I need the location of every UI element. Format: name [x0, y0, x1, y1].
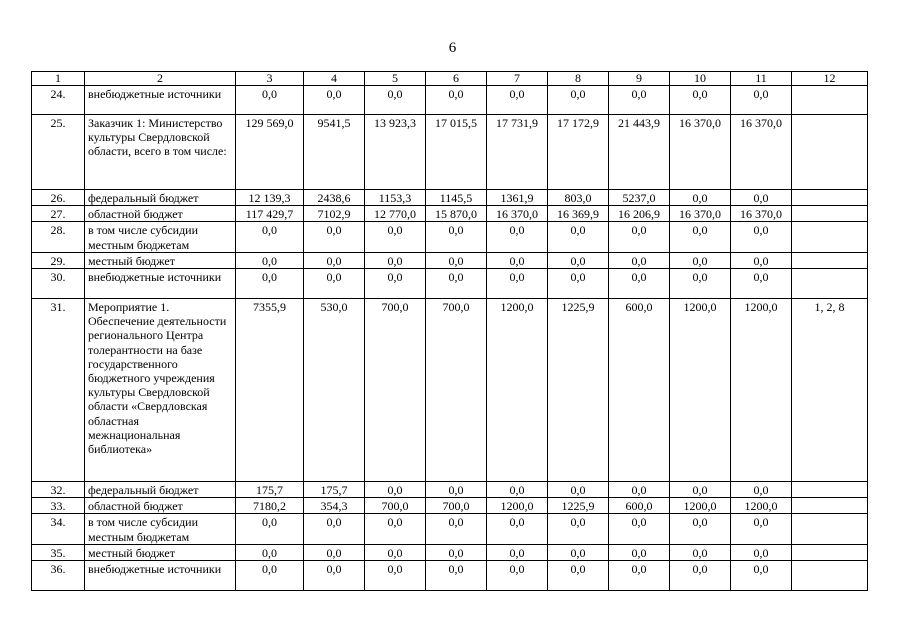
target-indicators-cell: 1, 2, 8 — [792, 299, 868, 482]
value-cell: 0,0 — [365, 222, 426, 252]
budget-table — [31, 71, 868, 591]
value-cell: 0,0 — [426, 482, 487, 498]
value-cell: 7102,9 — [304, 206, 365, 222]
value-cell: 0,0 — [548, 86, 609, 115]
value-cell: 0,0 — [236, 222, 304, 252]
value-cell: 0,0 — [236, 514, 304, 544]
value-cell: 0,0 — [365, 252, 426, 268]
row-label: внебюджетные источники — [85, 561, 236, 591]
value-cell: 0,0 — [487, 482, 548, 498]
value-cell: 1200,0 — [731, 498, 792, 514]
value-cell: 0,0 — [487, 544, 548, 560]
row-label: внебюджетные источники — [85, 269, 236, 299]
header-cell-5: 5 — [365, 72, 426, 86]
value-cell: 0,0 — [731, 86, 792, 115]
row-label: местный бюджет — [85, 252, 236, 268]
row-label: в том числе субсидии местным бюджетам — [85, 222, 236, 252]
value-cell: 0,0 — [426, 514, 487, 544]
value-cell: 12 770,0 — [365, 206, 426, 222]
value-cell: 0,0 — [487, 252, 548, 268]
value-cell: 0,0 — [731, 269, 792, 299]
value-cell: 0,0 — [304, 544, 365, 560]
value-cell: 117 429,7 — [236, 206, 304, 222]
value-cell: 0,0 — [670, 86, 731, 115]
row-label: в том числе субсидии местным бюджетам — [85, 514, 236, 544]
table-row — [32, 86, 868, 115]
header-cell-10: 10 — [670, 72, 731, 86]
value-cell: 700,0 — [426, 299, 487, 482]
target-indicators-cell — [792, 514, 868, 544]
value-cell: 0,0 — [548, 269, 609, 299]
header-cell-7: 7 — [487, 72, 548, 86]
value-cell: 7180,2 — [236, 498, 304, 514]
row-label: местный бюджет — [85, 544, 236, 560]
value-cell: 0,0 — [609, 252, 670, 268]
value-cell: 15 870,0 — [426, 206, 487, 222]
value-cell: 16 370,0 — [670, 206, 731, 222]
target-indicators-cell — [792, 190, 868, 206]
value-cell: 0,0 — [304, 561, 365, 591]
value-cell: 0,0 — [304, 222, 365, 252]
row-number: 34. — [32, 514, 85, 544]
value-cell: 0,0 — [236, 269, 304, 299]
value-cell: 0,0 — [609, 514, 670, 544]
row-label: федеральный бюджет — [85, 190, 236, 206]
target-indicators-cell — [792, 544, 868, 560]
value-cell: 0,0 — [365, 561, 426, 591]
value-cell: 0,0 — [236, 561, 304, 591]
value-cell: 0,0 — [548, 514, 609, 544]
target-indicators-cell — [792, 498, 868, 514]
header-cell-3: 3 — [236, 72, 304, 86]
header-cell-11: 11 — [731, 72, 792, 86]
value-cell: 0,0 — [609, 482, 670, 498]
table-row — [32, 206, 868, 222]
value-cell: 0,0 — [670, 561, 731, 591]
header-cell-4: 4 — [304, 72, 365, 86]
value-cell: 12 139,3 — [236, 190, 304, 206]
value-cell: 0,0 — [548, 544, 609, 560]
value-cell: 0,0 — [670, 544, 731, 560]
target-indicators-cell — [792, 86, 868, 115]
value-cell: 1200,0 — [670, 299, 731, 482]
value-cell: 0,0 — [365, 269, 426, 299]
value-cell: 0,0 — [731, 561, 792, 591]
table-row — [32, 544, 868, 560]
value-cell: 0,0 — [487, 561, 548, 591]
value-cell: 0,0 — [548, 222, 609, 252]
table-row — [32, 222, 868, 252]
table-row — [32, 190, 868, 206]
header-cell-12: 12 — [792, 72, 868, 86]
row-number: 25. — [32, 115, 85, 190]
value-cell: 17 015,5 — [426, 115, 487, 190]
value-cell: 5237,0 — [609, 190, 670, 206]
value-cell: 0,0 — [487, 222, 548, 252]
row-number: 28. — [32, 222, 85, 252]
target-indicators-cell — [792, 269, 868, 299]
value-cell: 13 923,3 — [365, 115, 426, 190]
value-cell: 0,0 — [731, 482, 792, 498]
value-cell: 17 731,9 — [487, 115, 548, 190]
value-cell: 1200,0 — [487, 498, 548, 514]
value-cell: 1225,9 — [548, 299, 609, 482]
value-cell: 0,0 — [426, 86, 487, 115]
header-row — [32, 72, 868, 86]
row-number: 33. — [32, 498, 85, 514]
table-row — [32, 514, 868, 544]
value-cell: 7355,9 — [236, 299, 304, 482]
value-cell: 530,0 — [304, 299, 365, 482]
value-cell: 600,0 — [609, 299, 670, 482]
value-cell: 0,0 — [304, 269, 365, 299]
value-cell: 0,0 — [236, 86, 304, 115]
row-number: 31. — [32, 299, 85, 482]
value-cell: 0,0 — [731, 544, 792, 560]
value-cell: 0,0 — [670, 269, 731, 299]
header-cell-8: 8 — [548, 72, 609, 86]
table-row — [32, 498, 868, 514]
header-cell-9: 9 — [609, 72, 670, 86]
value-cell: 129 569,0 — [236, 115, 304, 190]
header-cell-1: 1 — [32, 72, 85, 86]
value-cell: 0,0 — [365, 514, 426, 544]
value-cell: 1361,9 — [487, 190, 548, 206]
table-row — [32, 561, 868, 591]
value-cell: 0,0 — [487, 514, 548, 544]
target-indicators-cell — [792, 222, 868, 252]
table-row — [32, 299, 868, 482]
row-number: 26. — [32, 190, 85, 206]
value-cell: 16 370,0 — [731, 115, 792, 190]
value-cell: 1200,0 — [670, 498, 731, 514]
value-cell: 0,0 — [487, 86, 548, 115]
row-label: Мероприятие 1. Обеспечение деятельности регионального Центра толерантности на базе государственного бюджетного учреждения культуры Свердловской области «Свердловская областная межнациональная библиотека» — [85, 299, 236, 482]
value-cell: 0,0 — [365, 482, 426, 498]
value-cell: 0,0 — [609, 269, 670, 299]
value-cell: 0,0 — [304, 514, 365, 544]
value-cell: 2438,6 — [304, 190, 365, 206]
row-number: 30. — [32, 269, 85, 299]
table-row — [32, 252, 868, 268]
value-cell: 17 172,9 — [548, 115, 609, 190]
value-cell: 16 206,9 — [609, 206, 670, 222]
row-number: 24. — [32, 86, 85, 115]
row-label: областной бюджет — [85, 498, 236, 514]
value-cell: 0,0 — [609, 222, 670, 252]
row-label: федеральный бюджет — [85, 482, 236, 498]
value-cell: 0,0 — [304, 252, 365, 268]
value-cell: 1200,0 — [487, 299, 548, 482]
row-number: 36. — [32, 561, 85, 591]
value-cell: 0,0 — [548, 252, 609, 268]
value-cell: 0,0 — [487, 269, 548, 299]
table-row — [32, 482, 868, 498]
value-cell: 1153,3 — [365, 190, 426, 206]
value-cell: 16 370,0 — [731, 206, 792, 222]
value-cell: 175,7 — [236, 482, 304, 498]
value-cell: 0,0 — [609, 544, 670, 560]
value-cell: 803,0 — [548, 190, 609, 206]
value-cell: 175,7 — [304, 482, 365, 498]
value-cell: 354,3 — [304, 498, 365, 514]
value-cell: 600,0 — [609, 498, 670, 514]
value-cell: 0,0 — [365, 544, 426, 560]
value-cell: 0,0 — [548, 482, 609, 498]
value-cell: 700,0 — [365, 498, 426, 514]
value-cell: 1225,9 — [548, 498, 609, 514]
target-indicators-cell — [792, 115, 868, 190]
value-cell: 0,0 — [426, 269, 487, 299]
value-cell: 0,0 — [731, 190, 792, 206]
value-cell: 0,0 — [670, 514, 731, 544]
table-row — [32, 269, 868, 299]
value-cell: 0,0 — [670, 190, 731, 206]
value-cell: 21 443,9 — [609, 115, 670, 190]
value-cell: 700,0 — [426, 498, 487, 514]
target-indicators-cell — [792, 206, 868, 222]
value-cell: 0,0 — [426, 561, 487, 591]
value-cell: 16 370,0 — [670, 115, 731, 190]
value-cell: 0,0 — [670, 482, 731, 498]
value-cell: 16 370,0 — [487, 206, 548, 222]
row-number: 29. — [32, 252, 85, 268]
row-number: 35. — [32, 544, 85, 560]
row-label: Заказчик 1: Министерство культуры Свердловской области, всего в том числе: — [85, 115, 236, 190]
value-cell: 0,0 — [731, 514, 792, 544]
row-number: 32. — [32, 482, 85, 498]
row-label: внебюджетные источники — [85, 86, 236, 115]
page-number: 6 — [448, 40, 457, 56]
value-cell: 0,0 — [609, 561, 670, 591]
value-cell: 0,0 — [236, 544, 304, 560]
value-cell: 0,0 — [548, 561, 609, 591]
value-cell: 0,0 — [731, 252, 792, 268]
target-indicators-cell — [792, 252, 868, 268]
header-cell-2: 2 — [85, 72, 236, 86]
value-cell: 0,0 — [426, 222, 487, 252]
value-cell: 0,0 — [731, 222, 792, 252]
value-cell: 0,0 — [365, 86, 426, 115]
value-cell: 700,0 — [365, 299, 426, 482]
value-cell: 0,0 — [670, 252, 731, 268]
value-cell: 16 369,9 — [548, 206, 609, 222]
target-indicators-cell — [792, 482, 868, 498]
target-indicators-cell — [792, 561, 868, 591]
value-cell: 0,0 — [609, 86, 670, 115]
value-cell: 0,0 — [304, 86, 365, 115]
header-cell-6: 6 — [426, 72, 487, 86]
value-cell: 1145,5 — [426, 190, 487, 206]
table-row — [32, 115, 868, 190]
row-number: 27. — [32, 206, 85, 222]
value-cell: 0,0 — [236, 252, 304, 268]
row-label: областной бюджет — [85, 206, 236, 222]
value-cell: 9541,5 — [304, 115, 365, 190]
value-cell: 0,0 — [670, 222, 731, 252]
value-cell: 0,0 — [426, 252, 487, 268]
value-cell: 1200,0 — [731, 299, 792, 482]
value-cell: 0,0 — [426, 544, 487, 560]
